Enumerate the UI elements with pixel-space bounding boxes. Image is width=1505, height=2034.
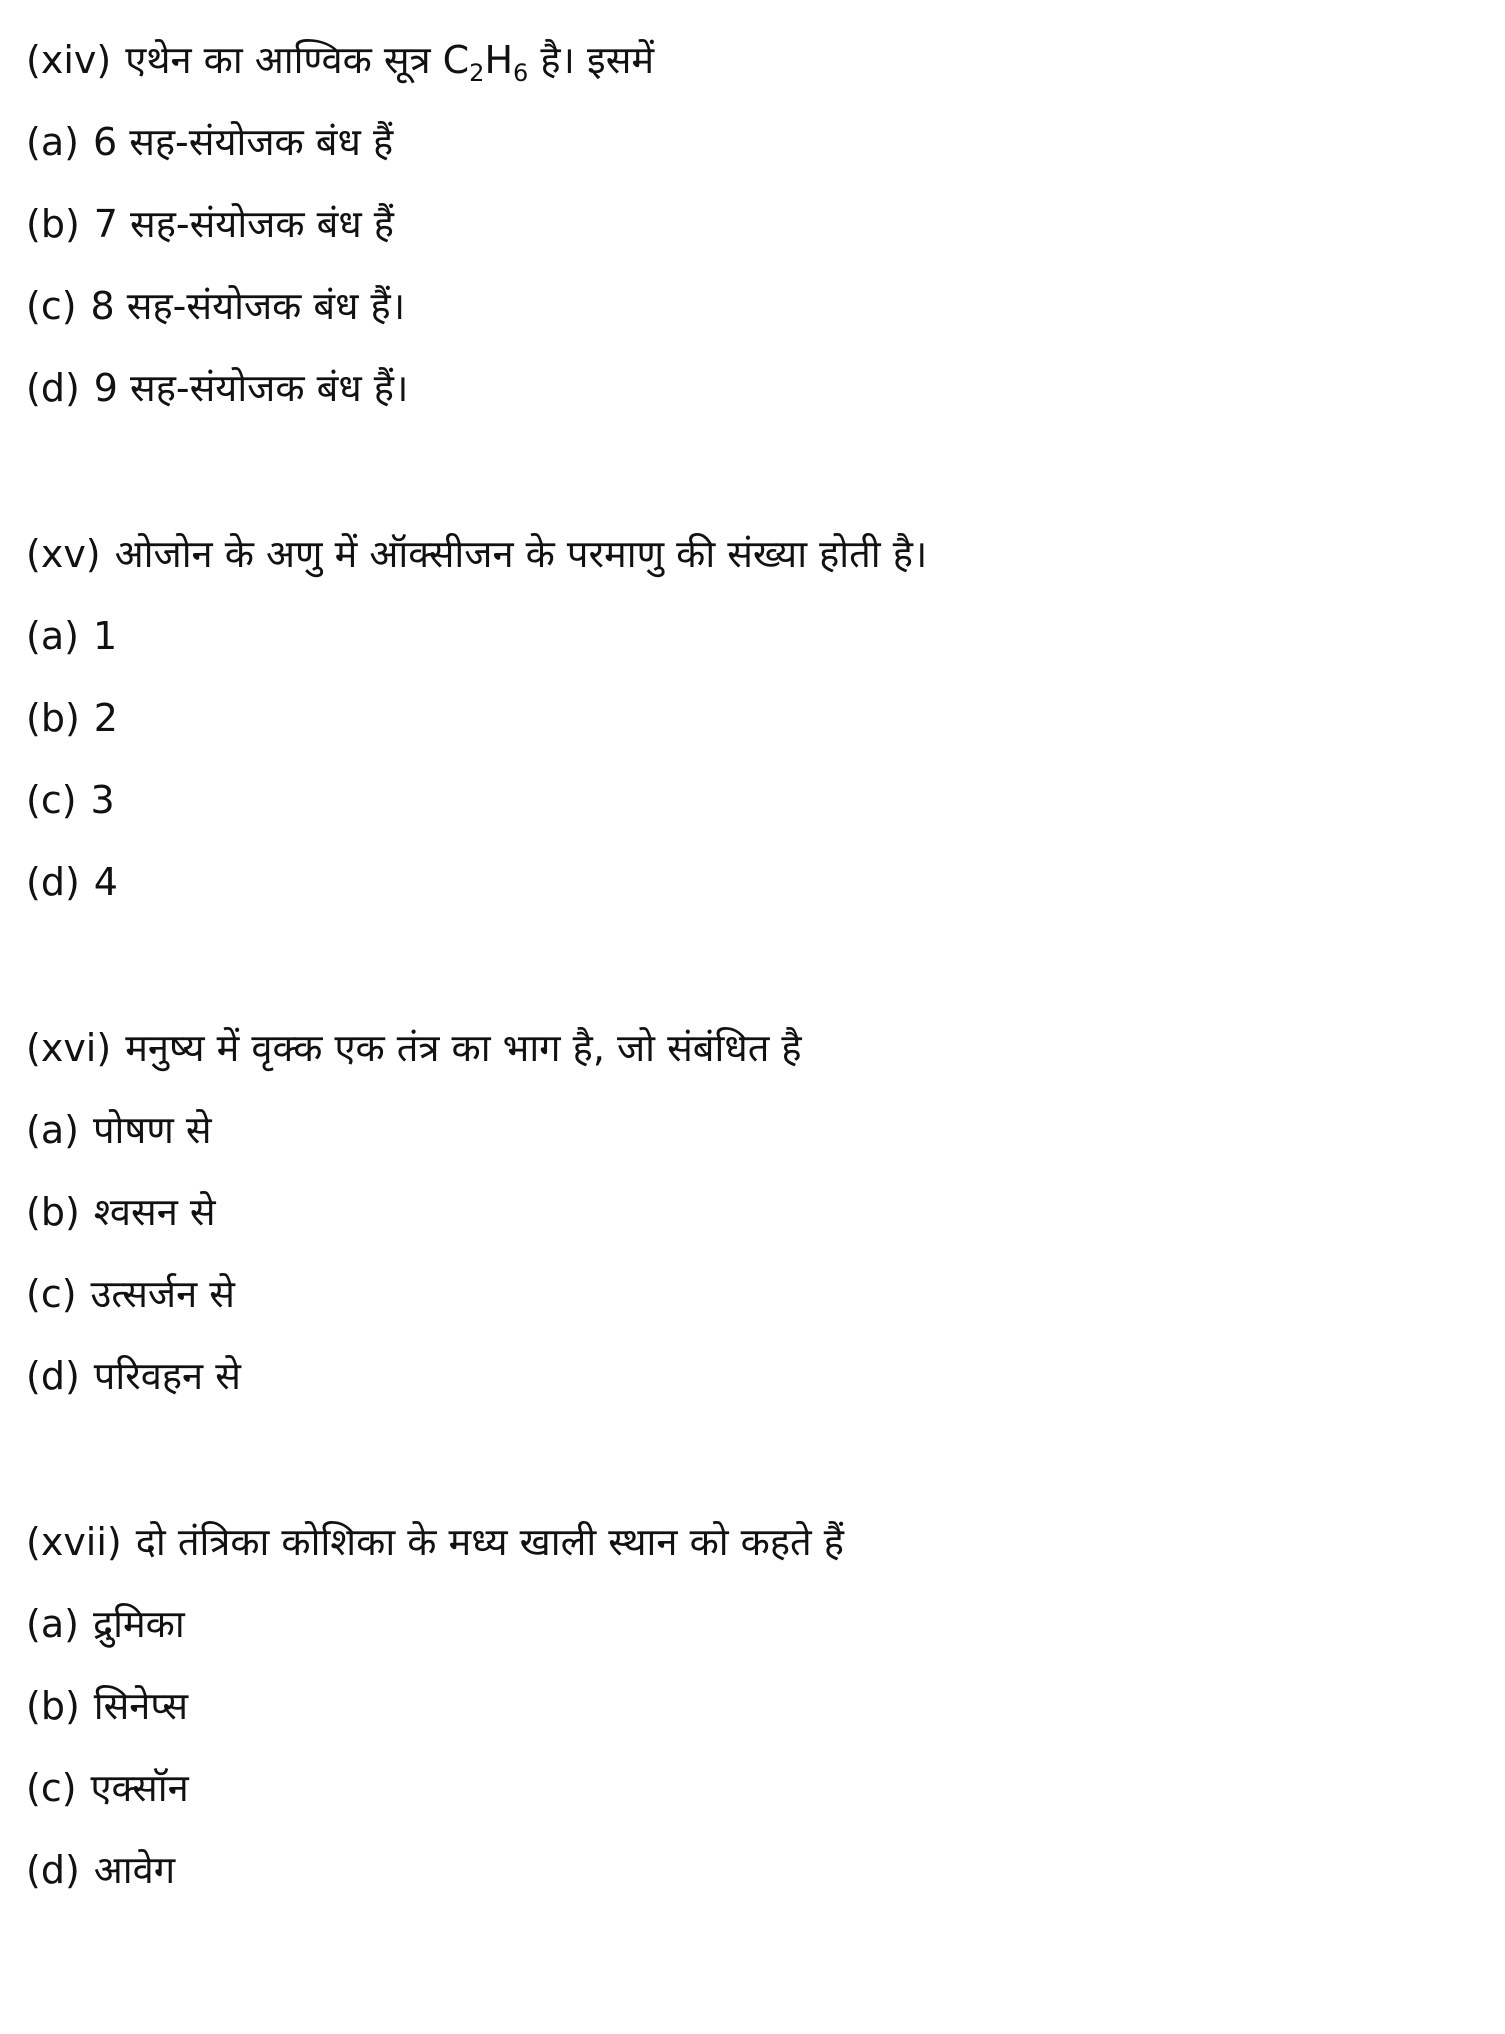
option-text: आवेग [93,1848,176,1892]
stem-text: ओजोन के अणु में ऑक्सीजन के परमाणु की संख्या होती है। [114,532,928,576]
option-text: श्वसन से [93,1190,216,1234]
option-label: (c) [26,778,77,822]
question-stem [26,1018,802,1078]
option-c [26,770,115,830]
option-a [26,1594,185,1654]
option-label: (d) [26,1354,80,1398]
option-label: (b) [26,1684,80,1728]
option-c [26,1758,189,1818]
option-label: (a) [26,1602,79,1646]
option-text: उत्सर्जन से [90,1272,235,1316]
option-label: (b) [26,696,80,740]
question-number: (xiv) [26,38,112,82]
option-label: (c) [26,284,77,328]
option-text: सिनेप्स [93,1684,189,1728]
option-a [26,112,393,172]
option-b [26,1676,188,1736]
option-text: एक्सॉन [90,1766,189,1810]
option-label: (d) [26,860,80,904]
option-c [26,1264,235,1324]
subscript-hydrogen-count: 6 [513,59,529,87]
stem-text-start: एथेन का आण्विक सूत्र C [125,38,470,82]
option-d [26,852,118,912]
option-text: 6 सह-संयोजक बंध हैं [92,120,394,164]
option-text: 2 [93,696,118,740]
question-stem [26,524,927,584]
option-text: 7 सह-संयोजक बंध हैं [93,202,394,246]
question-number: (xvi) [26,1026,112,1070]
option-b [26,194,394,254]
option-text: 3 [90,778,115,822]
option-a [26,606,117,666]
option-label: (c) [26,1766,77,1810]
option-label: (c) [26,1272,77,1316]
option-d [26,1840,175,1900]
question-stem [26,1512,844,1572]
option-text: पोषण से [92,1108,212,1152]
question-number: (xvii) [26,1520,122,1564]
option-text: परिवहन से [93,1354,241,1398]
question-number: (xv) [26,532,101,576]
option-c [26,276,405,336]
stem-text: मनुष्य में वृक्क एक तंत्र का भाग है, जो संबंधित है [125,1026,802,1070]
option-b [26,688,118,748]
option-label: (a) [26,614,79,658]
option-label: (a) [26,120,79,164]
option-label: (a) [26,1108,79,1152]
option-label: (d) [26,366,80,410]
option-label: (d) [26,1848,80,1892]
option-text: 1 [92,614,118,658]
subscript-carbon-count: 2 [469,59,485,87]
option-d [26,1346,241,1406]
option-text: 8 सह-संयोजक बंध हैं। [90,284,406,328]
option-a [26,1100,212,1160]
option-d [26,358,408,418]
option-label: (b) [26,202,80,246]
stem-text-end: है। इसमें [528,38,655,82]
option-b [26,1182,216,1242]
option-label: (b) [26,1190,80,1234]
stem-hydrogen: H [484,38,514,82]
question-stem [26,30,654,90]
stem-text: दो तंत्रिका कोशिका के मध्य खाली स्थान को कहते हैं [135,1520,844,1564]
option-text: द्रुमिका [92,1602,185,1646]
option-text: 4 [93,860,118,904]
option-text: 9 सह-संयोजक बंध हैं। [93,366,409,410]
